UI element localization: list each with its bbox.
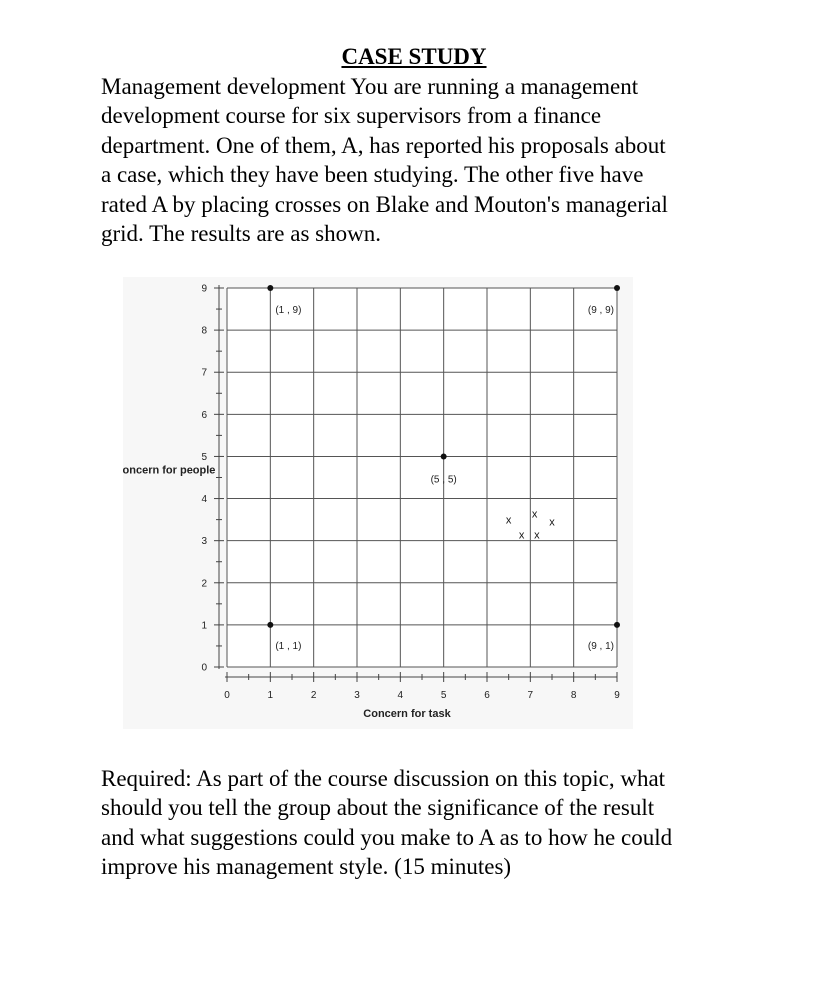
x-tick-label: 8	[570, 690, 577, 701]
y-axis-label-line1: Concern for people	[123, 464, 216, 477]
intro-line: a case, which they have been studying. The other five have	[101, 162, 644, 188]
intro-paragraph	[101, 72, 741, 248]
y-tick-label: 9	[201, 283, 207, 295]
y-tick-label: 3	[201, 536, 207, 548]
case-study-title: CASE STUDY	[341, 44, 487, 69]
reference-point	[267, 285, 273, 291]
x-tick-label: 9	[614, 690, 620, 701]
reference-point	[267, 622, 273, 628]
reference-point-label: (9 , 1)	[587, 640, 614, 652]
reference-point-label: (1 , 1)	[275, 640, 302, 652]
reference-point	[614, 622, 620, 628]
rating-cross-mark: x	[549, 516, 555, 529]
x-tick-label: 1	[267, 690, 274, 701]
managerial-grid-figure	[123, 277, 633, 734]
intro-line: department. One of them, A, has reported his proposals about	[101, 132, 666, 158]
y-tick-label: 4	[201, 494, 207, 506]
required-line: should you tell the group about the significance of the result	[101, 795, 655, 821]
x-tick-label: 3	[354, 690, 360, 701]
reference-point-label: (1 , 9)	[275, 305, 302, 316]
intro-line: development course for six supervisors from a finance	[101, 103, 602, 129]
reference-point-label: (9 , 9)	[587, 305, 614, 316]
y-tick-label: 7	[201, 367, 207, 379]
reference-point	[614, 285, 620, 291]
reference-point	[441, 453, 447, 459]
y-tick-label: 2	[201, 578, 207, 590]
intro-line: rated A by placing crosses on Blake and Mouton's managerial	[101, 191, 668, 217]
rating-cross-mark: x	[531, 508, 538, 521]
reference-point-label: (5 , 5)	[430, 474, 457, 486]
x-tick-label: 0	[224, 690, 230, 701]
x-tick-label: 7	[527, 690, 534, 701]
required-paragraph	[101, 764, 741, 882]
rating-cross-mark: x	[518, 529, 525, 542]
intro-line: Management development You are running a management	[101, 74, 639, 99]
y-tick-label: 0	[201, 662, 207, 674]
x-tick-label: 2	[310, 690, 317, 701]
plot-area	[227, 288, 617, 667]
y-tick-label: 8	[201, 325, 207, 337]
x-tick-label: 5	[440, 690, 447, 701]
y-tick-label: 1	[201, 620, 207, 632]
required-line: improve his management style. (15 minutes)	[101, 854, 512, 880]
x-tick-label: 6	[484, 690, 490, 701]
required-line: and what suggestions could you make to A as to how he could	[101, 824, 673, 850]
y-tick-label: 6	[201, 409, 207, 421]
required-line: Required: As part of the course discussion on this topic, what	[101, 766, 666, 791]
managerial-grid-chart	[123, 277, 633, 729]
rating-cross-mark: x	[505, 514, 512, 527]
rating-cross-mark: x	[534, 529, 540, 542]
x-axis-label: Concern for task	[363, 708, 451, 720]
x-tick-label: 4	[397, 690, 404, 701]
intro-line: grid. The results are as shown.	[101, 221, 381, 247]
y-tick-label: 5	[201, 451, 207, 463]
